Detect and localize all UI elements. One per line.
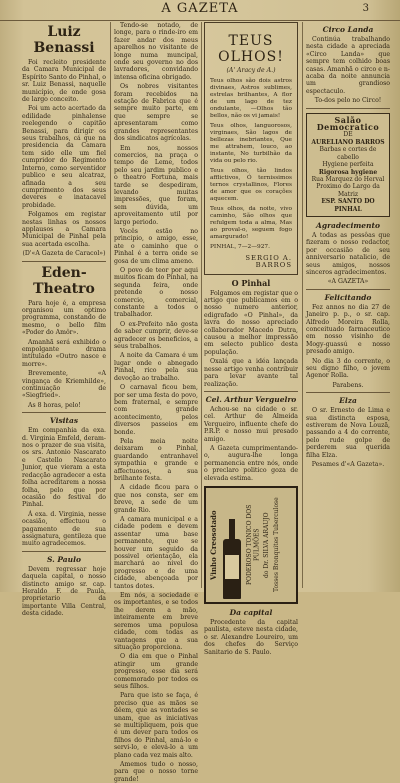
article-paragraph: O ex-Prefeito não gosta de saber cumprir, deve-se agradecer os beneficios, a seus trabalhos. [114,320,198,351]
article-paragraph: Procedente da capital paulista, esteve nesta cidade, o sr. Alexandre Loureiro, um dos chefes do Serviço Sanitario de S. Paulo. [204,618,298,656]
salao-ad-line: Hygiene perfeita [322,161,374,169]
salao-ad-line: DE [343,131,353,139]
poem-place-date: PINHAL, 7—2—927. [210,244,270,251]
article-paragraph: A camara municipal e a cidade podem e devem assentar uma base permanente, que se houver um seguido da possivel orientação, ela marchará ao nivel do progresso e de uma cidade, abençoada por tantos dotes. [114,516,198,590]
salao-ad-owner: AURELIANO BARROS [311,138,385,146]
article-paragraph: Foi um acto acertado da edilidade pinhalense reelegendo o capitão Benassi, para dirigir os seus trabalhos, cá que na presidencia da Camara tem sido elle um fiel cumpridor do Regimento Interno, como serventidor publico e seu alcatraz, afinada a seu cumprimento dos seus deveres e inatacavel probidade. [22,105,106,209]
article-paragraph: Para hoje é, a empresa organisou um optimo programma, constando de mesmo, o bello film «Poder do Amôr». [22,299,106,337]
article-paragraph: Tendo-se notado, de longe, para o rinde-iro em fazer andar dos meus aparelhos no visitante de longe numa muncipal, onde seu governo no dos lavradores, convidando intensa oficina obrigado. [114,22,198,81]
luiz-benassi-heading: Luiz Benassi [33,24,95,56]
vinho-ad-line: Tosses Bronquites Tuberculose [272,497,280,593]
divider [204,391,298,392]
column-2 [114,22,198,783]
poem-box [204,22,298,275]
masthead-title: A GAZETA [161,1,239,16]
article-paragraph: Em companhia da exa. d. Virginia Emfeld, deram-nos o prazer de sua visita, os srs. Antonio Nascarato e Castello Nascarato Junior, que vieram a esta redacção agradecer a esta folha acreditarem a nossa folha, pelo que por ocasião do festival do Pinhal. [22,427,106,509]
article-paragraph: Oxalá que a idéa lançada nesse artigo venha contribuir para levar avante tal realização. [204,358,298,388]
article-paragraph: Pela meia noite deixaram o Pinhal, guardando entranhavel sympathia e grande e affectuosos, a sua brilhante festa. [114,437,198,482]
column-rule [302,22,303,588]
o-pinhal-heading: O Pinhal [231,277,271,288]
article-paragraph: Amanhã será exhibido o empolgante drama intitulado «Outro nasce e morre». [22,338,106,368]
arthur-vergueiro-heading: Cel. Arthur Verguelro [205,394,297,404]
poem-stanza: Teus olhos, languorosos, virginaes, São lagos de bellezas inebriantes, Que me attrahem, louco, ao instante, No turbilhão da vida ou pelo rio. [210,123,292,165]
visitas-heading: Visitas [49,416,79,426]
article-paragraph: O carnaval ficou bem, por ser uma festa do povo, bem fraternal, e sempre com grande acontecimento, pelos diversos passeios em bonde. [114,384,198,436]
poem-stanza: Teus olhos, tão lindos afflictivos, Ó ternissimos ternos crystallinos, Flores de amor que os corações aquecem. [210,168,292,203]
agradecimento-heading: Agradecimento [316,220,380,230]
poem-body [210,78,292,241]
article-paragraph: O dia em que o Pinhal atingir um grande progresso, esse dia será comemorado por todos os seus filhos. [114,653,198,690]
vinho-ad-text [246,491,293,599]
article-paragraph: Continúa trabalhando nesta cidade a apreciada «Circo Landa» que sempre tem colhido boas casas. Amanhã o circo e n-acaba da noite annuncia um grandioso espectaculo. [306,36,390,95]
salao-democratico-ad [306,113,390,217]
article-paragraph: Em nós, a sociedade e os importantes, e se todos lhe derem a mão, inteiramente em breve seremos uma populosa cidade, com todas as vantagens que a sua situação proporciona. [114,592,198,651]
vinho-creosotado-ad [204,486,298,604]
salao-ad-line: Proximo do Largo da Matriz [316,183,380,198]
article-paragraph: Fez annos no dia 27 de Janeiro p. p., o sr. cap. Alfredo Moreira Rolla, conceituado farmaceutico em nosso visinho de Mogy-guassú e nosso presado amigo. [306,303,390,356]
article-paragraph: Achou-se na cidade o sr. cel. Arthur de Almeida Vergueiro, influente chefe do P.R.P. e nosso mui presado amigo. [204,405,298,443]
article-paragraph: Em nos, nossos comercios, na praça o tempo de Leme, todos pelo seu jardim publico e o theatro Fortuna, mais tarde se despediram, levando muitas impressões, que foram, sem dúvida, um aproveitamento util por largo periodo. [114,144,198,226]
felicitando-heading: Felicitando [324,292,372,302]
article-paragraph: Devem regressar hoje daquela capital, o nosso distincto amigo sr. cap. Heraldo F. de Paula, proprietario da importante Villa Central, desta cidade. [22,565,106,618]
divider [306,108,390,109]
article-paragraph: A todas as pessôas que fizeram o nosso redactor, por occasião de seu anniversario natalicio, de seus amigos, nossos sinceros agradecimentos. [306,231,390,276]
article-paragraph: Pesames d'«A Gazeta». [311,461,385,469]
article-paragraph: Para que isto se faça, é preciso que as mãos se dêem, que as vontades se unam, que as iniciativas se multipliquem, pois que é um dever para todos os filhos do Pinhal, amá-lo e servi-lo, e elevá-lo a um plano cada vez mais alto. [114,692,198,759]
poem-stanza: Teus olhos são dois astros divinaes, Astros sublimes, estrelas brilhantes, A flor de um lago de tez ondulante, —Olhos tão bellos, não os vi jamais! [210,78,292,120]
poem-dedication: (A' Aracy de A.) [226,67,276,74]
poem-stanza: Teus olhos, da noite, vivo caminho, São olhos que refulgem toda a alma, Mas ao proval-o, seguem fogo amargurado! [210,206,292,241]
article-paragraph: O sr. Ernesto de Lima e sua distincta esposa, estiveram de Nova Louzã, passando a 4 do corrente, pelo rude golpe de perderem sua querida filha Elza. [306,407,390,459]
vinho-ad-line: PODEROSO TONICO DOS PULMÕES [246,504,261,586]
poem-author: SERGIO A. BARROS [245,253,292,270]
article-paragraph: As 8 horas, pelo! [28,401,81,409]
masthead [0,0,400,21]
divider [22,412,106,413]
da-capital-heading: Da capital [229,607,273,617]
article-paragraph: Amemos tudo o nosso, para que o nosso torne grande! [114,761,198,783]
bottle-icon [221,491,243,599]
article-paragraph: O povo de teor por aqui muitos ficam do Pinhal, na segunda feira, onde pretende o nosso comercio, comercial, constante a todos o trabalhador. [114,267,198,319]
salao-ad-line: Rua Marquez do Herval [311,175,385,183]
article-paragraph: Folgamos em registar que o artigo que publicamos em o nosso numero anterior, edigrafado «O Pinhal», da lavra do nosso apreciado collaborador Macedo Dutra, causou a melhor impressão em selecto publico desta população. [204,289,298,356]
article-paragraph: Os nobres visitantes foram recebidos na estação de Fabrica que é sempre muito parte, em que sempre se apresentaram como grandes representantes dos sindicatos agrícolas. [114,83,198,143]
article-paragraph: A noite da Camara é um lugar onde o abnegado Pinhal, rico pela sua devoção ao trabalho. [114,352,198,382]
salao-ad-line: Barbas e cortes de cabello [319,146,377,161]
column-1 [22,22,106,618]
article-credit: (D'«A Gazeta de Caracol») [22,250,106,258]
vinho-ad-line: do Dr. SILVA ARAUJO [263,512,270,578]
article-paragraph: No dia 3 do corrente, o seu digno filho, o jovem Agenor Rolla. [306,357,390,380]
article-paragraph: Parabens. [332,381,364,389]
sao-paulo-heading: S. Paulo [47,554,81,564]
divider [22,261,106,262]
eden-theatro-heading: Eden-Theatro [33,264,95,297]
elza-heading: Elza [339,396,357,406]
divider [306,392,390,393]
article-paragraph: A cidade ficou para o que nos consta, ser em breve, a sede de um grande Rio. [114,484,198,514]
poem-title: TEUS OLHOS! [218,33,284,65]
article-credit: «A GAZETA» [327,278,369,286]
divider [306,289,390,290]
column-rule [201,22,202,588]
divider [22,551,106,552]
column-4 [306,22,390,588]
vinho-ad-title: Vinho Creosotado [209,510,218,580]
article-paragraph: Folgamos em registar nestas linhas os nossos applausos a Camara Municipal de Pinhal pela sua acertada escolha. [22,211,106,248]
salao-ad-title: Salão Democratico [316,114,380,133]
article-paragraph: Brevemente, «A vingança de Kriemhilde», continuação de «Siegfried». [22,370,106,400]
circo-landa-heading: Circo Landa [322,25,374,34]
salao-ad-line: Rigorosa hygiene [318,168,378,176]
article-paragraph: Foi recleito presidente da Camara Municipal de Espírito Santo do Pinhal, o sr. Luiz Benassi, naquelle município, de onde gosa de largo conceito. [22,59,106,104]
article-paragraph: A Gazeta cumprimentando-o, augura-lhe longa permanencia entre nós, onde o preclaro politico goza de elevada estima. [204,444,298,482]
article-paragraph: Á exa. d. Virginia, nesse ocasião, effectuou o pagamento de sua assignatura, gentileza que muito agradecemos. [22,510,106,548]
column-rule [110,22,111,588]
page-number: 3 [362,3,370,14]
article-paragraph: Vocês estão no principio, o amigo, esse, ate o caminho que o Pinhal é a terra onde se gosa de um clima ameno. [114,227,198,265]
column-3 [204,22,298,656]
article-paragraph: To-dos pelo no Circo! [314,97,382,105]
salao-ad-line: ESP. SANTO DO PINHAL [321,198,375,213]
